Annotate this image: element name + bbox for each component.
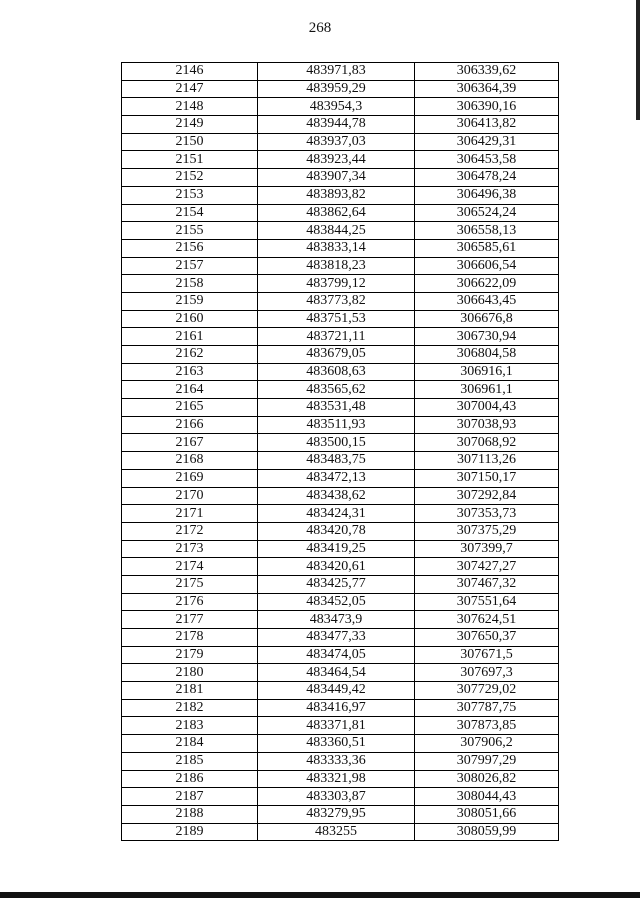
y-coordinate-cell: 306364,39 <box>415 80 559 98</box>
point-number-cell: 2148 <box>122 98 258 116</box>
table-row <box>122 257 559 275</box>
x-coordinate-cell: 483818,23 <box>258 257 415 275</box>
x-coordinate-cell: 483500,15 <box>258 434 415 452</box>
point-number-cell: 2188 <box>122 805 258 823</box>
table-row <box>122 540 559 558</box>
table-row <box>122 735 559 753</box>
point-number-cell: 2155 <box>122 222 258 240</box>
y-coordinate-cell: 307068,92 <box>415 434 559 452</box>
table-row <box>122 399 559 417</box>
y-coordinate-cell: 306558,13 <box>415 222 559 240</box>
table-row <box>122 522 559 540</box>
table-row <box>122 363 559 381</box>
table-row <box>122 788 559 806</box>
x-coordinate-cell: 483833,14 <box>258 239 415 257</box>
y-coordinate-cell: 306478,24 <box>415 169 559 187</box>
x-coordinate-cell: 483472,13 <box>258 469 415 487</box>
x-coordinate-cell: 483893,82 <box>258 186 415 204</box>
y-coordinate-cell: 307467,32 <box>415 575 559 593</box>
point-number-cell: 2170 <box>122 487 258 505</box>
y-coordinate-cell: 306804,58 <box>415 346 559 364</box>
x-coordinate-cell: 483511,93 <box>258 416 415 434</box>
x-coordinate-cell: 483360,51 <box>258 735 415 753</box>
point-number-cell: 2160 <box>122 310 258 328</box>
y-coordinate-cell: 306390,16 <box>415 98 559 116</box>
y-coordinate-cell: 307375,29 <box>415 522 559 540</box>
x-coordinate-cell: 483452,05 <box>258 593 415 611</box>
x-coordinate-cell: 483721,11 <box>258 328 415 346</box>
table-row <box>122 133 559 151</box>
table-row <box>122 646 559 664</box>
y-coordinate-cell: 308026,82 <box>415 770 559 788</box>
y-coordinate-cell: 307671,5 <box>415 646 559 664</box>
point-number-cell: 2158 <box>122 275 258 293</box>
x-coordinate-cell: 483425,77 <box>258 575 415 593</box>
table-row <box>122 558 559 576</box>
table-row <box>122 328 559 346</box>
scan-edge-shadow <box>636 0 640 120</box>
y-coordinate-cell: 306585,61 <box>415 239 559 257</box>
y-coordinate-cell: 306606,54 <box>415 257 559 275</box>
table-row <box>122 434 559 452</box>
point-number-cell: 2165 <box>122 399 258 417</box>
x-coordinate-cell: 483751,53 <box>258 310 415 328</box>
y-coordinate-cell: 307787,75 <box>415 699 559 717</box>
y-coordinate-cell: 306676,8 <box>415 310 559 328</box>
table-row <box>122 275 559 293</box>
point-number-cell: 2150 <box>122 133 258 151</box>
point-number-cell: 2154 <box>122 204 258 222</box>
y-coordinate-cell: 306730,94 <box>415 328 559 346</box>
point-number-cell: 2174 <box>122 558 258 576</box>
coordinates-table <box>121 62 559 841</box>
y-coordinate-cell: 307873,85 <box>415 717 559 735</box>
point-number-cell: 2156 <box>122 239 258 257</box>
table-row <box>122 186 559 204</box>
y-coordinate-cell: 308059,99 <box>415 823 559 841</box>
point-number-cell: 2184 <box>122 735 258 753</box>
x-coordinate-cell: 483474,05 <box>258 646 415 664</box>
y-coordinate-cell: 307113,26 <box>415 452 559 470</box>
point-number-cell: 2151 <box>122 151 258 169</box>
y-coordinate-cell: 307624,51 <box>415 611 559 629</box>
y-coordinate-cell: 306429,31 <box>415 133 559 151</box>
y-coordinate-cell: 306524,24 <box>415 204 559 222</box>
point-number-cell: 2147 <box>122 80 258 98</box>
x-coordinate-cell: 483799,12 <box>258 275 415 293</box>
y-coordinate-cell: 307038,93 <box>415 416 559 434</box>
x-coordinate-cell: 483416,97 <box>258 699 415 717</box>
x-coordinate-cell: 483449,42 <box>258 682 415 700</box>
table-row <box>122 805 559 823</box>
coordinates-table-body <box>122 63 559 841</box>
y-coordinate-cell: 307292,84 <box>415 487 559 505</box>
point-number-cell: 2157 <box>122 257 258 275</box>
point-number-cell: 2182 <box>122 699 258 717</box>
y-coordinate-cell: 308044,43 <box>415 788 559 806</box>
x-coordinate-cell: 483477,33 <box>258 629 415 647</box>
y-coordinate-cell: 307399,7 <box>415 540 559 558</box>
y-coordinate-cell: 307551,64 <box>415 593 559 611</box>
y-coordinate-cell: 307997,29 <box>415 752 559 770</box>
scan-bottom-edge <box>0 892 640 898</box>
x-coordinate-cell: 483971,83 <box>258 63 415 81</box>
point-number-cell: 2146 <box>122 63 258 81</box>
point-number-cell: 2181 <box>122 682 258 700</box>
table-row <box>122 717 559 735</box>
y-coordinate-cell: 306622,09 <box>415 275 559 293</box>
point-number-cell: 2152 <box>122 169 258 187</box>
table-row <box>122 664 559 682</box>
y-coordinate-cell: 306916,1 <box>415 363 559 381</box>
y-coordinate-cell: 307353,73 <box>415 505 559 523</box>
y-coordinate-cell: 306413,82 <box>415 116 559 134</box>
y-coordinate-cell: 307004,43 <box>415 399 559 417</box>
point-number-cell: 2176 <box>122 593 258 611</box>
point-number-cell: 2149 <box>122 116 258 134</box>
table-row <box>122 346 559 364</box>
x-coordinate-cell: 483679,05 <box>258 346 415 364</box>
y-coordinate-cell: 307650,37 <box>415 629 559 647</box>
point-number-cell: 2189 <box>122 823 258 841</box>
table-row <box>122 629 559 647</box>
y-coordinate-cell: 307150,17 <box>415 469 559 487</box>
point-number-cell: 2159 <box>122 292 258 310</box>
point-number-cell: 2179 <box>122 646 258 664</box>
y-coordinate-cell: 306339,62 <box>415 63 559 81</box>
table-row <box>122 752 559 770</box>
x-coordinate-cell: 483844,25 <box>258 222 415 240</box>
point-number-cell: 2178 <box>122 629 258 647</box>
point-number-cell: 2183 <box>122 717 258 735</box>
x-coordinate-cell: 483420,61 <box>258 558 415 576</box>
x-coordinate-cell: 483303,87 <box>258 788 415 806</box>
point-number-cell: 2177 <box>122 611 258 629</box>
table-row <box>122 469 559 487</box>
point-number-cell: 2180 <box>122 664 258 682</box>
table-row <box>122 823 559 841</box>
x-coordinate-cell: 483424,31 <box>258 505 415 523</box>
table-row <box>122 505 559 523</box>
table-row <box>122 204 559 222</box>
y-coordinate-cell: 308051,66 <box>415 805 559 823</box>
table-row <box>122 593 559 611</box>
table-row <box>122 416 559 434</box>
table-row <box>122 770 559 788</box>
y-coordinate-cell: 307729,02 <box>415 682 559 700</box>
x-coordinate-cell: 483937,03 <box>258 133 415 151</box>
point-number-cell: 2173 <box>122 540 258 558</box>
y-coordinate-cell: 306643,45 <box>415 292 559 310</box>
x-coordinate-cell: 483565,62 <box>258 381 415 399</box>
point-number-cell: 2161 <box>122 328 258 346</box>
point-number-cell: 2168 <box>122 452 258 470</box>
point-number-cell: 2167 <box>122 434 258 452</box>
table-row <box>122 80 559 98</box>
x-coordinate-cell: 483531,48 <box>258 399 415 417</box>
table-row <box>122 222 559 240</box>
point-number-cell: 2172 <box>122 522 258 540</box>
x-coordinate-cell: 483862,64 <box>258 204 415 222</box>
table-row <box>122 63 559 81</box>
x-coordinate-cell: 483483,75 <box>258 452 415 470</box>
x-coordinate-cell: 483438,62 <box>258 487 415 505</box>
point-number-cell: 2185 <box>122 752 258 770</box>
point-number-cell: 2153 <box>122 186 258 204</box>
table-row <box>122 452 559 470</box>
x-coordinate-cell: 483473,9 <box>258 611 415 629</box>
page-number: 268 <box>308 20 332 36</box>
point-number-cell: 2163 <box>122 363 258 381</box>
point-number-cell: 2169 <box>122 469 258 487</box>
table-row <box>122 487 559 505</box>
table-row <box>122 575 559 593</box>
table-row <box>122 98 559 116</box>
x-coordinate-cell: 483608,63 <box>258 363 415 381</box>
y-coordinate-cell: 307697,3 <box>415 664 559 682</box>
table-row <box>122 151 559 169</box>
table-row <box>122 381 559 399</box>
table-row <box>122 169 559 187</box>
y-coordinate-cell: 306961,1 <box>415 381 559 399</box>
x-coordinate-cell: 483420,78 <box>258 522 415 540</box>
x-coordinate-cell: 483954,3 <box>258 98 415 116</box>
x-coordinate-cell: 483464,54 <box>258 664 415 682</box>
point-number-cell: 2186 <box>122 770 258 788</box>
table-row <box>122 682 559 700</box>
point-number-cell: 2166 <box>122 416 258 434</box>
x-coordinate-cell: 483773,82 <box>258 292 415 310</box>
y-coordinate-cell: 307906,2 <box>415 735 559 753</box>
point-number-cell: 2171 <box>122 505 258 523</box>
point-number-cell: 2187 <box>122 788 258 806</box>
table-row <box>122 292 559 310</box>
table-row <box>122 310 559 328</box>
point-number-cell: 2175 <box>122 575 258 593</box>
x-coordinate-cell: 483371,81 <box>258 717 415 735</box>
table-row <box>122 611 559 629</box>
x-coordinate-cell: 483255 <box>258 823 415 841</box>
table-row <box>122 116 559 134</box>
x-coordinate-cell: 483907,34 <box>258 169 415 187</box>
x-coordinate-cell: 483321,98 <box>258 770 415 788</box>
table-row <box>122 699 559 717</box>
y-coordinate-cell: 306453,58 <box>415 151 559 169</box>
y-coordinate-cell: 306496,38 <box>415 186 559 204</box>
x-coordinate-cell: 483279,95 <box>258 805 415 823</box>
point-number-cell: 2162 <box>122 346 258 364</box>
table-row <box>122 239 559 257</box>
y-coordinate-cell: 307427,27 <box>415 558 559 576</box>
x-coordinate-cell: 483959,29 <box>258 80 415 98</box>
point-number-cell: 2164 <box>122 381 258 399</box>
x-coordinate-cell: 483419,25 <box>258 540 415 558</box>
x-coordinate-cell: 483944,78 <box>258 116 415 134</box>
x-coordinate-cell: 483333,36 <box>258 752 415 770</box>
x-coordinate-cell: 483923,44 <box>258 151 415 169</box>
